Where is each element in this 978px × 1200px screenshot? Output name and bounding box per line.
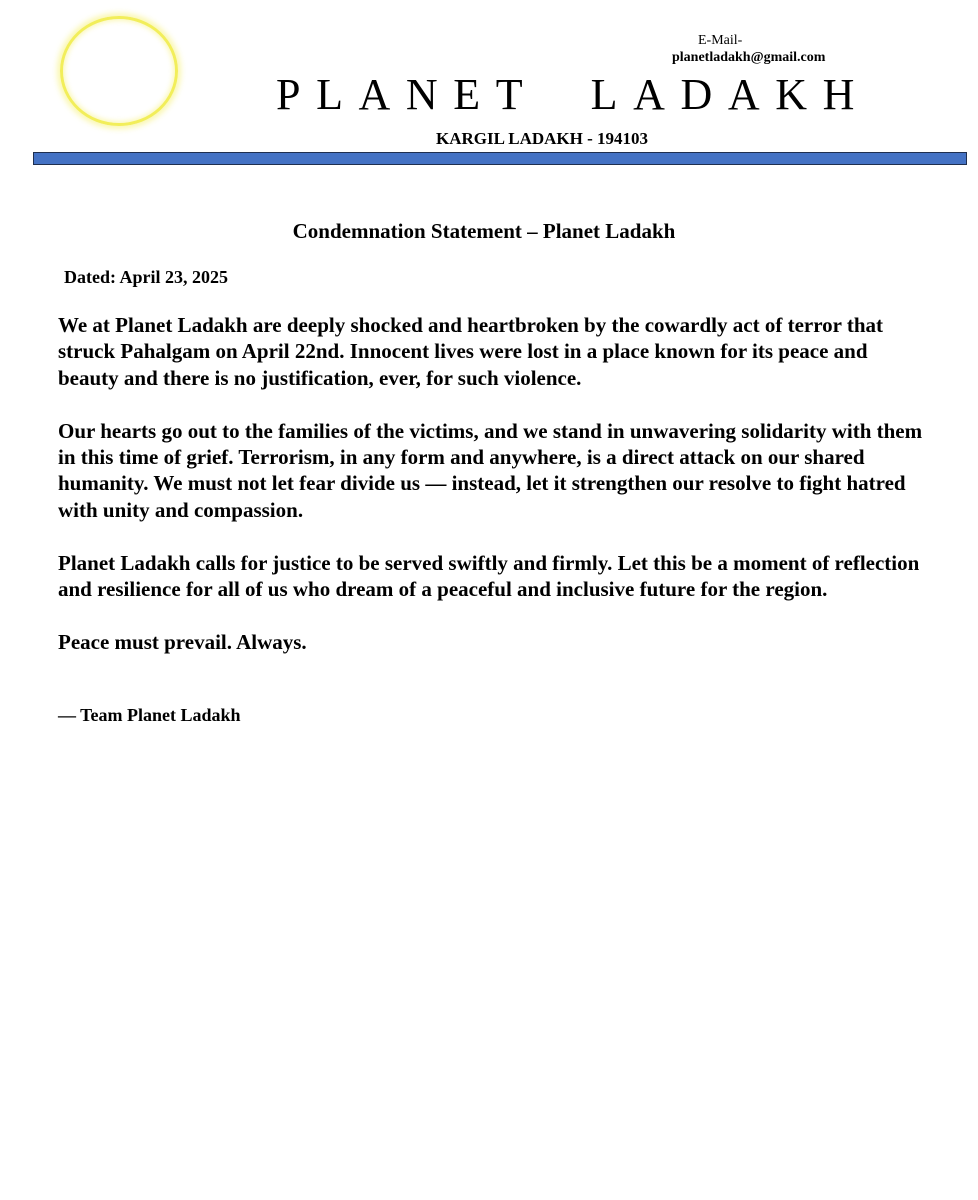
organization-address: KARGIL LADAKH - 194103 bbox=[435, 129, 649, 148]
statement-title: Condemnation Statement – Planet Ladakh bbox=[292, 219, 676, 243]
statement-date: Dated: April 23, 2025 bbox=[64, 267, 228, 287]
email-label: E-Mail- bbox=[698, 33, 743, 48]
organization-name: PLANET LADAKH bbox=[276, 70, 871, 119]
statement-paragraph: We at Planet Ladakh are deeply shocked and heartbroken by the cowardly act of terror that struck Pahalgam on April 22nd. Innocent lives were lost in a place known for its peace and beauty and there is no justification, ever, for such violence. bbox=[58, 313, 884, 390]
logo-circle-icon bbox=[60, 16, 178, 126]
statement-paragraph: Planet Ladakh calls for justice to be served swiftly and firmly. Let this be a moment of reflection and resilience for all of us who dream of a peaceful and inclusive future for the region. bbox=[58, 550, 920, 602]
email-address: planetladakh@gmail.com bbox=[672, 50, 826, 65]
statement-closing-line: Peace must prevail. Always. bbox=[58, 629, 307, 654]
statement-body bbox=[58, 312, 928, 682]
header-divider-bar bbox=[33, 152, 967, 165]
statement-paragraph: Our hearts go out to the families of the victims, and we stand in unwavering solidarity with them in this time of grief. Terrorism, in any form and anywhere, is a direct attack on our shared humanity. We must not let fear divide us — instead, let it strengthen our resolve to fight hatred with unity and compassion. bbox=[58, 418, 923, 522]
signature: — Team Planet Ladakh bbox=[58, 705, 241, 725]
